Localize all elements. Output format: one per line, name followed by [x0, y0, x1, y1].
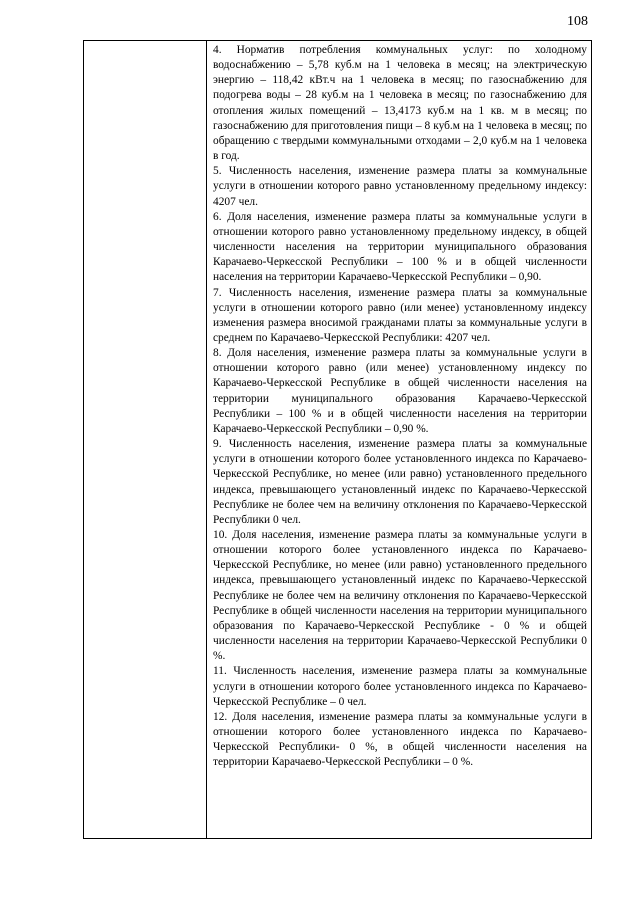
- paragraph-item-8: 8. Доля населения, изменение размера платы за коммунальные услуги в отношении которого равно (или менее) установленному индексу по Карачаево-Черкесской Республике в общей численности населения на территории муниципального образования Карачаево-Черкесской Республики – 100 % и в общей численности населения на территории Карачаево-Черкесской Республики – 0,90 %.: [213, 347, 587, 435]
- paragraph-item-7: 7. Численность населения, изменение размера платы за коммунальные услуги в отношении которого равно (или менее) установленному индексу изменения размера вносимой гражданами платы за коммунальные услуги в среднем по Карачаево-Черкесской Республики: 4207 чел.: [213, 286, 587, 344]
- paragraph-item-5: 5. Численность населения, изменение размера платы за коммунальные услуги в отношении которого равно установленному предельному индексу: 4207 чел.: [213, 165, 587, 208]
- table-right-cell: [207, 41, 591, 838]
- paragraph-item-9: 9. Численность населения, изменение размера платы за коммунальные услуги в отношении которого более установленного индекса по Карачаево-Черкесской Республике, но менее (или равно) установленного предельного индекса, превышающего установленный индекс по Карачаево-Черкесской Республике не более чем на величину отклонения по Карачаево-Черкесской Республики 0 чел.: [213, 438, 587, 526]
- paragraph-item-4: 4. Норматив потребления коммунальных услуг: по холодному водоснабжению – 5,78 куб.м на 1 человека в месяц; на электрическую энергию – 118,42 кВт.ч на 1 человека в месяц; по газоснабжению для подогрева воды – 28 куб.м на 1 человека в месяц; по газоснабжению для отопления жилых помещений – 13,4173 куб.м на 1 кв. м в месяц; по газоснабжению для приготовления пищи – 8 куб.м на 1 человека в месяц; по обращению с твердыми коммунальными отходами – 2,0 куб.м на 1 человека в год.: [213, 44, 587, 163]
- paragraph-item-12: 12. Доля населения, изменение размера платы за коммунальные услуги в отношении которого более установленного индекса по Карачаево-Черкесской Республики- 0 %, в общей численности населения на территории Карачаево-Черкесской Республики – 0 %.: [213, 710, 587, 769]
- document-table: [83, 40, 592, 839]
- page-number: 108: [567, 14, 588, 29]
- paragraph-item-10: 10. Доля населения, изменение размера платы за коммунальные услуги в отношении которого более установленного индекса по Карачаево-Черкесской Республике, но менее (или равно) установленного предельного индекса, превышающего установленный индекс по Карачаево-Черкесской Республике не более чем на величину отклонения по Карачаево-Черкесской Республике в общей численности населения на территории муниципального образования по Карачаево-Черкесской Республике - 0 % и общей численности населения на территории Карачаево-Черкесской Республики 0 %.: [213, 529, 587, 663]
- table-left-cell: [84, 41, 207, 838]
- paragraph-item-11: 11. Численность населения, изменение размера платы за коммунальные услуги в отношении которого более установленного индекса по Карачаево-Черкесской Республике – 0 чел.: [213, 665, 587, 708]
- paragraph-item-6: 6. Доля населения, изменение размера платы за коммунальные услуги в отношении которого равно установленному предельному индексу, в общей численности населения на территории муниципального образования Карачаево-Черкесской Республики – 100 % и в общей численности населения на территории Карачаево-Черкесской Республики – 0,90.: [213, 210, 587, 284]
